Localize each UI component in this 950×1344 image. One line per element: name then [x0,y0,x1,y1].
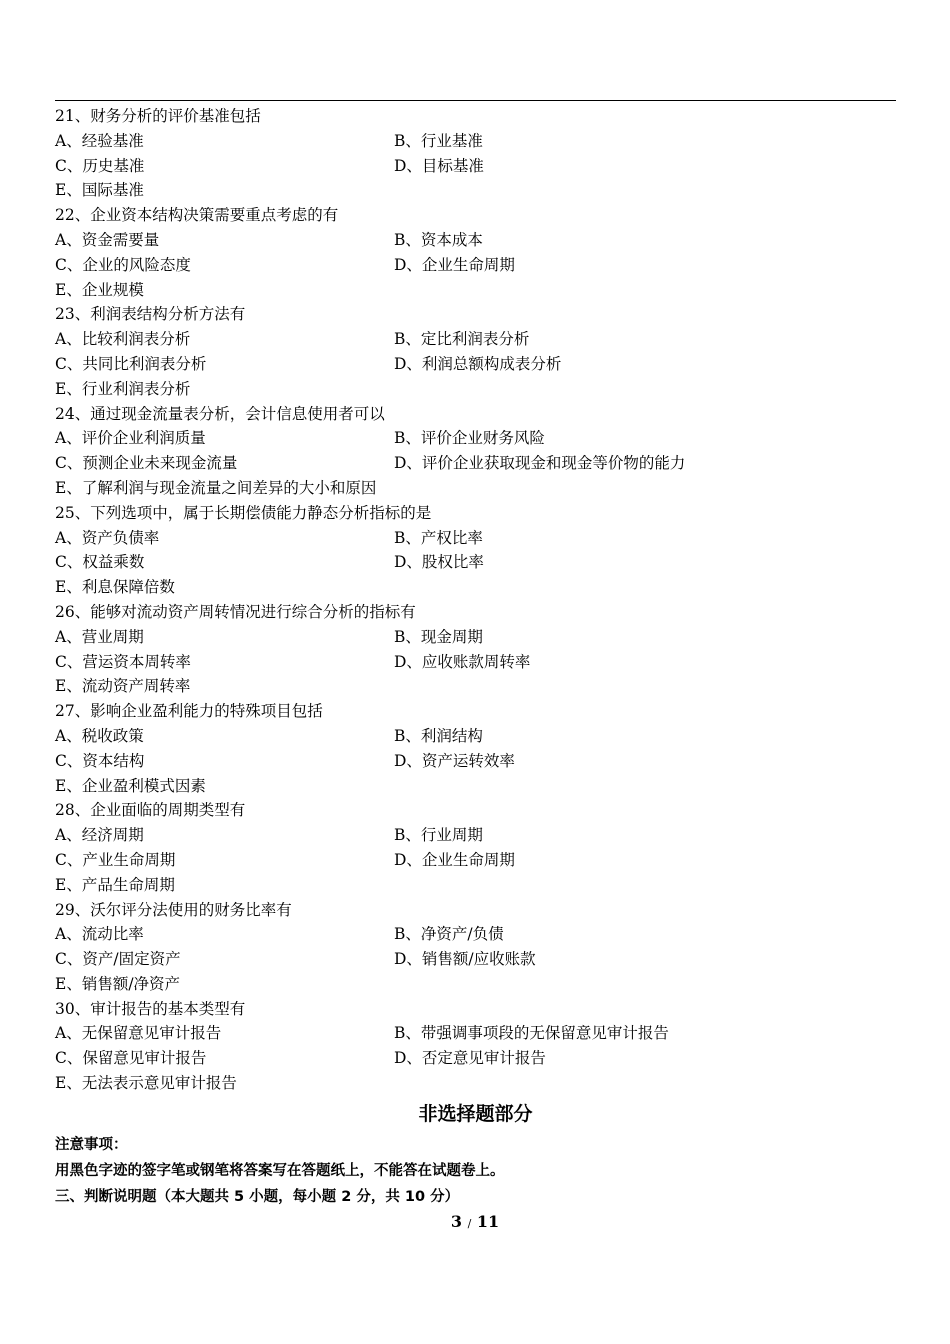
option-e: E、了解利润与现金流量之间差异的大小和原因 [55,478,377,497]
option-e: E、销售额/净资产 [55,974,181,993]
option-row [55,922,896,947]
option-d: D、销售额/应收账款 [394,950,536,969]
option-c: C、历史基准 [55,156,145,175]
question-stem: 25、下列选项中，属于长期偿债能力静态分析指标的是 [55,503,432,522]
option-d: D、企业生命周期 [394,255,515,274]
question-stem: 23、利润表结构分析方法有 [55,305,246,324]
option-b: B、评价企业财务风险 [394,429,545,448]
option-row [55,426,896,451]
option-b: B、行业基准 [394,131,483,150]
option-row [55,749,896,774]
page-number [0,1210,950,1236]
option-a: A、比较利润表分析 [55,330,191,349]
option-row [55,253,896,278]
option-a: A、经验基准 [55,131,144,150]
option-e: E、企业规模 [55,280,144,299]
exam-content [55,104,896,1210]
option-row [55,129,896,154]
option-e: E、利息保障倍数 [55,578,175,597]
option-row [55,228,896,253]
option-d: D、应收账款周转率 [394,652,531,671]
page-separator: / [467,1217,472,1230]
header-rule [55,100,896,101]
part-heading: 三、判断说明题（本大题共 5 小题，每小题 2 分，共 10 分） [55,1188,460,1205]
question-stem: 29、沃尔评分法使用的财务比率有 [55,900,292,919]
question [55,798,896,897]
option-c: C、资产/固定资产 [55,950,181,969]
question [55,997,896,1096]
question-stem: 30、审计报告的基本类型有 [55,999,246,1018]
option-e: E、产品生命周期 [55,875,175,894]
notice-label: 注意事项： [55,1136,128,1153]
option-a: A、评价企业利润质量 [55,429,206,448]
option-a: A、营业周期 [55,627,144,646]
option-row [55,327,896,352]
option-e: E、行业利润表分析 [55,379,191,398]
option-row [55,352,896,377]
option-row [55,550,896,575]
option-c: C、共同比利润表分析 [55,354,207,373]
option-b: B、现金周期 [394,627,483,646]
question-stem: 21、财务分析的评价基准包括 [55,107,261,125]
option-row [55,724,896,749]
option-c: C、产业生命周期 [55,850,176,869]
option-e: E、无法表示意见审计报告 [55,1074,237,1093]
page-current: 3 [450,1212,462,1231]
question [55,898,896,997]
question [55,600,896,699]
option-d: D、目标基准 [394,156,484,175]
option-d: D、利润总额构成表分析 [394,354,562,373]
option-a: A、资产负债率 [55,528,160,547]
page-total: 11 [476,1212,500,1231]
option-c: C、营运资本周转率 [55,652,191,671]
option-row [55,947,896,972]
option-row [55,154,896,179]
question-stem: 28、企业面临的周期类型有 [55,801,246,820]
option-row [55,848,896,873]
question-stem: 26、能够对流动资产周转情况进行综合分析的指标有 [55,602,416,621]
option-d: D、评价企业获取现金和现金等价物的能力 [394,454,686,473]
option-a: A、税收政策 [55,726,144,745]
option-b: B、定比利润表分析 [394,330,530,349]
option-c: C、预测企业未来现金流量 [55,454,238,473]
question-stem: 24、通过现金流量表分析，会计信息使用者可以 [55,404,385,423]
question [55,699,896,798]
option-d: D、资产运转效率 [394,751,515,770]
option-row [55,451,896,476]
option-a: A、流动比率 [55,925,144,944]
option-row [55,625,896,650]
question [55,104,896,203]
option-row [55,1046,896,1071]
option-e: E、流动资产周转率 [55,677,191,696]
option-b: B、净资产/负债 [394,925,504,944]
section-title: 非选择题部分 [418,1102,533,1125]
option-b: B、行业周期 [394,826,483,845]
option-c: C、保留意见审计报告 [55,1049,207,1068]
option-b: B、资本成本 [394,230,483,249]
option-c: C、权益乘数 [55,553,145,572]
option-a: A、资金需要量 [55,230,160,249]
question [55,203,896,302]
option-row [55,526,896,551]
option-a: A、无保留意见审计报告 [55,1024,222,1043]
question [55,402,896,501]
notice-text: 用黑色字迹的签字笔或钢笔将答案写在答题纸上，不能答在试题卷上。 [55,1162,505,1179]
question [55,302,896,401]
option-d: D、否定意见审计报告 [394,1049,546,1068]
question [55,501,896,600]
option-row [55,823,896,848]
question-stem: 22、企业资本结构决策需要重点考虑的有 [55,206,339,225]
option-e: E、国际基准 [55,181,144,200]
option-row [55,650,896,675]
option-b: B、带强调事项段的无保留意见审计报告 [394,1024,669,1043]
option-c: C、资本结构 [55,751,145,770]
option-a: A、经济周期 [55,826,144,845]
option-c: C、企业的风险态度 [55,255,191,274]
option-e: E、企业盈利模式因素 [55,776,206,795]
option-d: D、股权比率 [394,553,484,572]
option-b: B、产权比率 [394,528,483,547]
option-b: B、利润结构 [394,726,483,745]
option-row [55,1021,896,1046]
question-stem: 27、影响企业盈利能力的特殊项目包括 [55,702,323,721]
option-d: D、企业生命周期 [394,850,515,869]
